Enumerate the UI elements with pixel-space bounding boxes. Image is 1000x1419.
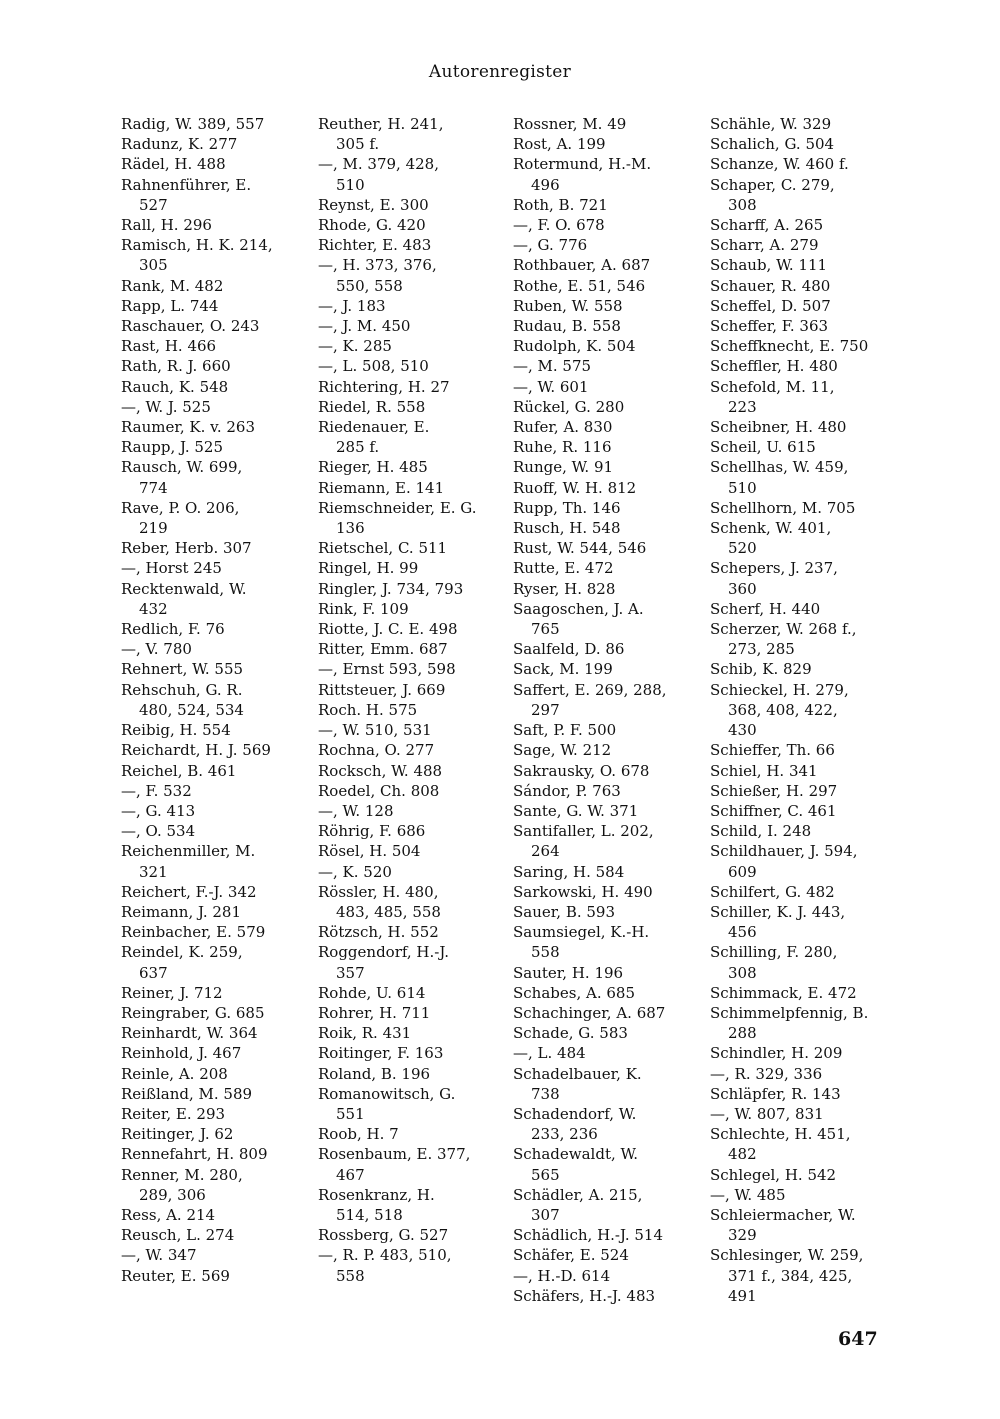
- index-entry-continuation: 305 f.: [336, 135, 380, 154]
- index-entry: Saagoschen, J. A.: [513, 599, 644, 618]
- index-entry: —, F. 532: [121, 781, 192, 800]
- index-entry: —, H.-D. 614: [513, 1266, 611, 1285]
- index-entry: Sack, M. 199: [513, 660, 613, 679]
- index-entry: Renner, M. 280,: [121, 1165, 243, 1184]
- index-entry: Roitinger, F. 163: [318, 1044, 444, 1063]
- index-entry: Reichenmiller, M.: [121, 842, 256, 861]
- index-entry-continuation: 510: [728, 478, 757, 497]
- index-entry-continuation: 637: [139, 963, 168, 982]
- index-entry-continuation: 491: [728, 1286, 757, 1305]
- index-entry: Schimmelpfennig, B.: [710, 1003, 869, 1022]
- index-entry: Recktenwald, W.: [121, 579, 247, 598]
- index-entry: Rothbauer, A. 687: [513, 256, 651, 275]
- index-entry-continuation: 368, 408, 422,: [728, 700, 838, 719]
- index-entry: Riedenauer, E.: [318, 418, 430, 437]
- index-entry: —, M. 575: [513, 357, 592, 376]
- index-entry: Reinbacher, E. 579: [121, 923, 266, 942]
- index-entry: Rossner, M. 49: [513, 115, 627, 133]
- index-entry: Riotte, J. C. E. 498: [318, 620, 458, 639]
- index-entry: —, W. J. 525: [121, 397, 211, 416]
- index-entry-continuation: 360: [728, 579, 757, 598]
- index-entry: —, O. 534: [121, 822, 196, 841]
- index-entry-continuation: 289, 306: [139, 1185, 206, 1204]
- index-entry: Rückel, G. 280: [513, 397, 625, 416]
- index-entry: Rösel, H. 504: [318, 842, 421, 861]
- index-entry: Reuther, H. 241,: [318, 115, 444, 133]
- index-entry: Santifaller, L. 202,: [513, 822, 654, 841]
- index-entry: Sakrausky, O. 678: [513, 761, 650, 780]
- index-entry-continuation: 550, 558: [336, 276, 403, 295]
- index-entry: —, W. 347: [121, 1246, 197, 1265]
- index-entry: —, R. 329, 336: [710, 1064, 823, 1083]
- index-entry: Scheibner, H. 480: [710, 418, 847, 437]
- index-entry: Ruhe, R. 116: [513, 438, 612, 457]
- index-entry: Raupp, J. 525: [121, 438, 223, 457]
- index-entry-continuation: 329: [728, 1226, 757, 1245]
- index-entry: Rhode, G. 420: [318, 216, 426, 235]
- index-entry: Riemschneider, E. G.: [318, 498, 477, 517]
- index-entry: Raschauer, O. 243: [121, 317, 260, 336]
- index-entry: Schläpfer, R. 143: [710, 1084, 841, 1103]
- index-entry: —, K. 520: [318, 862, 392, 881]
- index-entry: Reindel, K. 259,: [121, 943, 243, 962]
- index-entry: Reibig, H. 554: [121, 721, 231, 740]
- index-entry: Schädler, A. 215,: [513, 1185, 643, 1204]
- index-entry: —, V. 780: [121, 640, 192, 659]
- index-entry: Saumsiegel, K.-H.: [513, 923, 650, 942]
- index-entry: Schefold, M. 11,: [710, 377, 835, 396]
- index-entry-continuation: 136: [336, 519, 365, 538]
- index-entry: —, W. 510, 531: [318, 721, 432, 740]
- index-entry: Raumer, K. v. 263: [121, 418, 256, 437]
- index-entry: Scheil, U. 615: [710, 438, 816, 457]
- index-entry: Schild, I. 248: [710, 822, 812, 841]
- index-entry: Rädel, H. 488: [121, 155, 226, 174]
- index-entry: —, J. M. 450: [318, 317, 411, 336]
- index-entry: Rudau, B. 558: [513, 317, 621, 336]
- index-entry: Scheffer, F. 363: [710, 317, 829, 336]
- index-entry-continuation: 321: [139, 862, 168, 881]
- index-entry: Reiter, E. 293: [121, 1104, 226, 1123]
- index-column-2: [318, 114, 508, 1286]
- index-entry: Romanowitsch, G.: [318, 1084, 456, 1103]
- index-entry: —, R. P. 483, 510,: [318, 1246, 452, 1265]
- index-entry: Rutte, E. 472: [513, 559, 614, 578]
- index-entry: Reuter, E. 569: [121, 1266, 230, 1285]
- index-entry: Rausch, W. 699,: [121, 458, 243, 477]
- index-column-3: [513, 114, 703, 1306]
- index-entry: Rieger, H. 485: [318, 458, 428, 477]
- index-entry: Schlegel, H. 542: [710, 1165, 837, 1184]
- index-entry: Schilling, F. 280,: [710, 943, 838, 962]
- index-entry: —, Ernst 593, 598: [318, 660, 456, 679]
- index-entry: —, W. 807, 831: [710, 1104, 824, 1123]
- index-entry: Reynst, E. 300: [318, 195, 429, 214]
- index-entry: Röhrig, F. 686: [318, 822, 426, 841]
- index-entry-continuation: 264: [531, 842, 560, 861]
- index-entry-continuation: 432: [139, 599, 168, 618]
- index-entry: Schanze, W. 460 f.: [710, 155, 849, 174]
- index-entry: —, G. 413: [121, 801, 196, 820]
- index-entry: Ringel, H. 99: [318, 559, 419, 578]
- index-entry: Rave, P. O. 206,: [121, 498, 240, 517]
- index-entry: Schade, G. 583: [513, 1024, 628, 1043]
- index-entry: Rupp, Th. 146: [513, 498, 621, 517]
- index-entry: Sante, G. W. 371: [513, 801, 639, 820]
- index-entry: Rapp, L. 744: [121, 296, 219, 315]
- index-entry: Schepers, J. 237,: [710, 559, 838, 578]
- index-entry: —, G. 776: [513, 236, 588, 255]
- index-entry: Riemann, E. 141: [318, 478, 445, 497]
- index-entry: Saalfeld, D. 86: [513, 640, 625, 659]
- index-entry: —, Horst 245: [121, 559, 222, 578]
- index-entry-continuation: 297: [531, 700, 560, 719]
- index-entry: Reinle, A. 208: [121, 1064, 228, 1083]
- index-entry: Reber, Herb. 307: [121, 539, 252, 558]
- index-entry: Roggendorf, H.-J.: [318, 943, 449, 962]
- index-entry: Schaper, C. 279,: [710, 175, 835, 194]
- index-entry: Rohde, U. 614: [318, 983, 426, 1002]
- index-entry: —, W. 485: [710, 1185, 786, 1204]
- index-entry: Schäfers, H.-J. 483: [513, 1286, 656, 1305]
- index-entry: Rothe, E. 51, 546: [513, 276, 646, 295]
- index-entry-continuation: 510: [336, 175, 365, 194]
- index-entry: Roth, B. 721: [513, 195, 608, 214]
- index-entry: Rötzsch, H. 552: [318, 923, 439, 942]
- index-entry-continuation: 285 f.: [336, 438, 380, 457]
- index-entry: —, L. 484: [513, 1044, 586, 1063]
- index-column-4: [710, 114, 900, 1306]
- index-entry: Schabes, A. 685: [513, 983, 635, 1002]
- index-entry: Schenk, W. 401,: [710, 519, 832, 538]
- index-entry: Roob, H. 7: [318, 1125, 399, 1144]
- index-entry: Rink, F. 109: [318, 599, 409, 618]
- index-entry: Ress, A. 214: [121, 1205, 216, 1224]
- index-entry: Runge, W. 91: [513, 458, 614, 477]
- index-entry: Rochna, O. 277: [318, 741, 435, 760]
- index-entry-continuation: 273, 285: [728, 640, 795, 659]
- index-entry-continuation: 765: [531, 620, 560, 639]
- index-entry: Scheffel, D. 507: [710, 296, 831, 315]
- index-entry-continuation: 456: [728, 923, 757, 942]
- index-entry-continuation: 288: [728, 1024, 757, 1043]
- index-entry: Rittsteuer, J. 669: [318, 680, 446, 699]
- index-entry: Schiffner, C. 461: [710, 801, 837, 820]
- index-entry: Saft, P. F. 500: [513, 721, 617, 740]
- index-entry-continuation: 520: [728, 539, 757, 558]
- index-entry: Ryser, H. 828: [513, 579, 616, 598]
- index-entry: Sauter, H. 196: [513, 963, 624, 982]
- index-entry: Radunz, K. 277: [121, 135, 238, 154]
- index-entry: Rennefahrt, H. 809: [121, 1145, 268, 1164]
- index-entry: Roik, R. 431: [318, 1024, 412, 1043]
- index-entry-continuation: 565: [531, 1165, 560, 1184]
- index-entry-continuation: 305: [139, 256, 168, 275]
- index-entry: Riedel, R. 558: [318, 397, 426, 416]
- index-entry: Schalich, G. 504: [710, 135, 835, 154]
- index-entry: Reingraber, G. 685: [121, 1003, 265, 1022]
- index-entry-continuation: 233, 236: [531, 1125, 598, 1144]
- index-entry: Schadelbauer, K.: [513, 1064, 642, 1083]
- index-entry: Scherzer, W. 268 f.,: [710, 620, 857, 639]
- index-entry: Schähle, W. 329: [710, 115, 832, 133]
- index-entry: Schib, K. 829: [710, 660, 812, 679]
- index-entry: Scharr, A. 279: [710, 236, 819, 255]
- index-entry: Rast, H. 466: [121, 337, 217, 356]
- index-entry: Schellhorn, M. 705: [710, 498, 856, 517]
- index-entry: Rall, H. 296: [121, 216, 212, 235]
- index-entry: Reimann, J. 281: [121, 902, 242, 921]
- index-entry: —, M. 379, 428,: [318, 155, 439, 174]
- page-header: Autorenregister: [428, 62, 572, 82]
- index-entry-continuation: 467: [336, 1165, 365, 1184]
- index-entry: Rohrer, H. 711: [318, 1003, 431, 1022]
- index-entry-continuation: 558: [531, 943, 560, 962]
- index-entry: Schlesinger, W. 259,: [710, 1246, 864, 1265]
- index-entry: Rauch, K. 548: [121, 377, 229, 396]
- index-entry: Schimmack, E. 472: [710, 983, 857, 1002]
- index-entry: Rehnert, W. 555: [121, 660, 244, 679]
- index-entry: Schadendorf, W.: [513, 1104, 637, 1123]
- index-entry: Rotermund, H.-M.: [513, 155, 652, 174]
- index-entry-continuation: 527: [139, 195, 168, 214]
- index-entry-continuation: 430: [728, 721, 757, 740]
- index-entry-continuation: 308: [728, 195, 757, 214]
- index-entry: Roedel, Ch. 808: [318, 781, 440, 800]
- index-entry: Ringler, J. 734, 793: [318, 579, 464, 598]
- index-entry: Reiner, J. 712: [121, 983, 223, 1002]
- index-entry-continuation: 357: [336, 963, 365, 982]
- index-entry: Radig, W. 389, 557: [121, 115, 265, 133]
- index-entry: Scherf, H. 440: [710, 599, 821, 618]
- index-entry: Reichert, F.-J. 342: [121, 882, 257, 901]
- index-entry: Schiel, H. 341: [710, 761, 818, 780]
- index-entry: Roch. H. 575: [318, 700, 418, 719]
- index-entry: Redlich, F. 76: [121, 620, 225, 639]
- index-entry: Sándor, P. 763: [513, 781, 621, 800]
- index-entry: Ruoff, W. H. 812: [513, 478, 637, 497]
- index-entry: Reißland, M. 589: [121, 1084, 253, 1103]
- index-entry-continuation: 223: [728, 397, 757, 416]
- index-entry-continuation: 371 f., 384, 425,: [728, 1266, 853, 1285]
- index-entry: Reinhold, J. 467: [121, 1044, 242, 1063]
- index-entry: Schindler, H. 209: [710, 1044, 843, 1063]
- index-entry: Schlechte, H. 451,: [710, 1125, 851, 1144]
- index-entry-continuation: 483, 485, 558: [336, 902, 441, 921]
- index-entry: Reichardt, H. J. 569: [121, 741, 271, 760]
- index-entry: Richtering, H. 27: [318, 377, 450, 396]
- index-entry: Schilfert, G. 482: [710, 882, 835, 901]
- index-entry: Schellhas, W. 459,: [710, 458, 849, 477]
- index-entry: Schaub, W. 111: [710, 256, 828, 275]
- index-entry: Rosenkranz, H.: [318, 1185, 435, 1204]
- index-entry: Schädlich, H.-J. 514: [513, 1226, 664, 1245]
- index-entry: Schadewaldt, W.: [513, 1145, 639, 1164]
- index-entry: Rusch, H. 548: [513, 519, 621, 538]
- index-entry: Rehschuh, G. R.: [121, 680, 243, 699]
- index-entry-continuation: 496: [531, 175, 560, 194]
- index-column-1: [121, 114, 311, 1286]
- index-entry: Saring, H. 584: [513, 862, 625, 881]
- index-entry: Sarkowski, H. 490: [513, 882, 653, 901]
- index-entry: Rath, R. J. 660: [121, 357, 231, 376]
- index-entry: —, H. 373, 376,: [318, 256, 437, 275]
- index-entry-continuation: 308: [728, 963, 757, 982]
- index-entry: —, L. 508, 510: [318, 357, 429, 376]
- index-entry: —, W. 128: [318, 801, 394, 820]
- index-entry: Rost, A. 199: [513, 135, 606, 154]
- index-entry: Schildhauer, J. 594,: [710, 842, 858, 861]
- index-entry: Schieckel, H. 279,: [710, 680, 849, 699]
- index-entry: Ramisch, H. K. 214,: [121, 236, 273, 255]
- index-entry-continuation: 774: [139, 478, 168, 497]
- index-entry: Rufer, A. 830: [513, 418, 613, 437]
- index-entry: Scheffler, H. 480: [710, 357, 838, 376]
- index-entry: Reitinger, J. 62: [121, 1125, 234, 1144]
- index-entry: Reusch, L. 274: [121, 1226, 235, 1245]
- index-entry: Sauer, B. 593: [513, 902, 616, 921]
- index-entry: Schauer, R. 480: [710, 276, 831, 295]
- page-number: 647: [838, 1328, 878, 1350]
- index-entry-continuation: 482: [728, 1145, 757, 1164]
- index-entry: Scheffknecht, E. 750: [710, 337, 869, 356]
- index-entry-continuation: 514, 518: [336, 1205, 403, 1224]
- index-entry-continuation: 219: [139, 519, 168, 538]
- index-entry: Ritter, Emm. 687: [318, 640, 448, 659]
- index-entry: Sage, W. 212: [513, 741, 612, 760]
- index-entry: Richter, E. 483: [318, 236, 432, 255]
- index-entry: Rietschel, C. 511: [318, 539, 448, 558]
- index-entry-continuation: 307: [531, 1205, 560, 1224]
- index-entry: Rosenbaum, E. 377,: [318, 1145, 471, 1164]
- index-entry: Rössler, H. 480,: [318, 882, 439, 901]
- index-entry: Reinhardt, W. 364: [121, 1024, 258, 1043]
- index-entry: Rank, M. 482: [121, 276, 224, 295]
- index-entry: Scharff, A. 265: [710, 216, 824, 235]
- index-entry-continuation: 609: [728, 862, 757, 881]
- index-entry: Rust, W. 544, 546: [513, 539, 647, 558]
- index-entry-continuation: 738: [531, 1084, 560, 1103]
- index-entry: Rocksch, W. 488: [318, 761, 443, 780]
- index-entry: Saffert, E. 269, 288,: [513, 680, 667, 699]
- index-entry: Ruben, W. 558: [513, 296, 623, 315]
- index-entry: Schachinger, A. 687: [513, 1003, 666, 1022]
- index-entry: Rossberg, G. 527: [318, 1226, 449, 1245]
- index-entry: Rahnenführer, E.: [121, 175, 252, 194]
- index-entry: —, F. O. 678: [513, 216, 605, 235]
- index-entry: Reichel, B. 461: [121, 761, 237, 780]
- index-entry: —, W. 601: [513, 377, 589, 396]
- index-entry: Schiller, K. J. 443,: [710, 902, 846, 921]
- index-entry-continuation: 551: [336, 1104, 365, 1123]
- index-entry: Schäfer, E. 524: [513, 1246, 629, 1265]
- index-entry: Schieffer, Th. 66: [710, 741, 835, 760]
- index-entry: Rudolph, K. 504: [513, 337, 636, 356]
- index-entry-continuation: 558: [336, 1266, 365, 1285]
- index-entry-continuation: 480, 524, 534: [139, 700, 244, 719]
- index-entry: Schießer, H. 297: [710, 781, 838, 800]
- index-entry: Roland, B. 196: [318, 1064, 431, 1083]
- index-entry: —, K. 285: [318, 337, 392, 356]
- index-entry: —, J. 183: [318, 296, 386, 315]
- index-entry: Schleiermacher, W.: [710, 1205, 856, 1224]
